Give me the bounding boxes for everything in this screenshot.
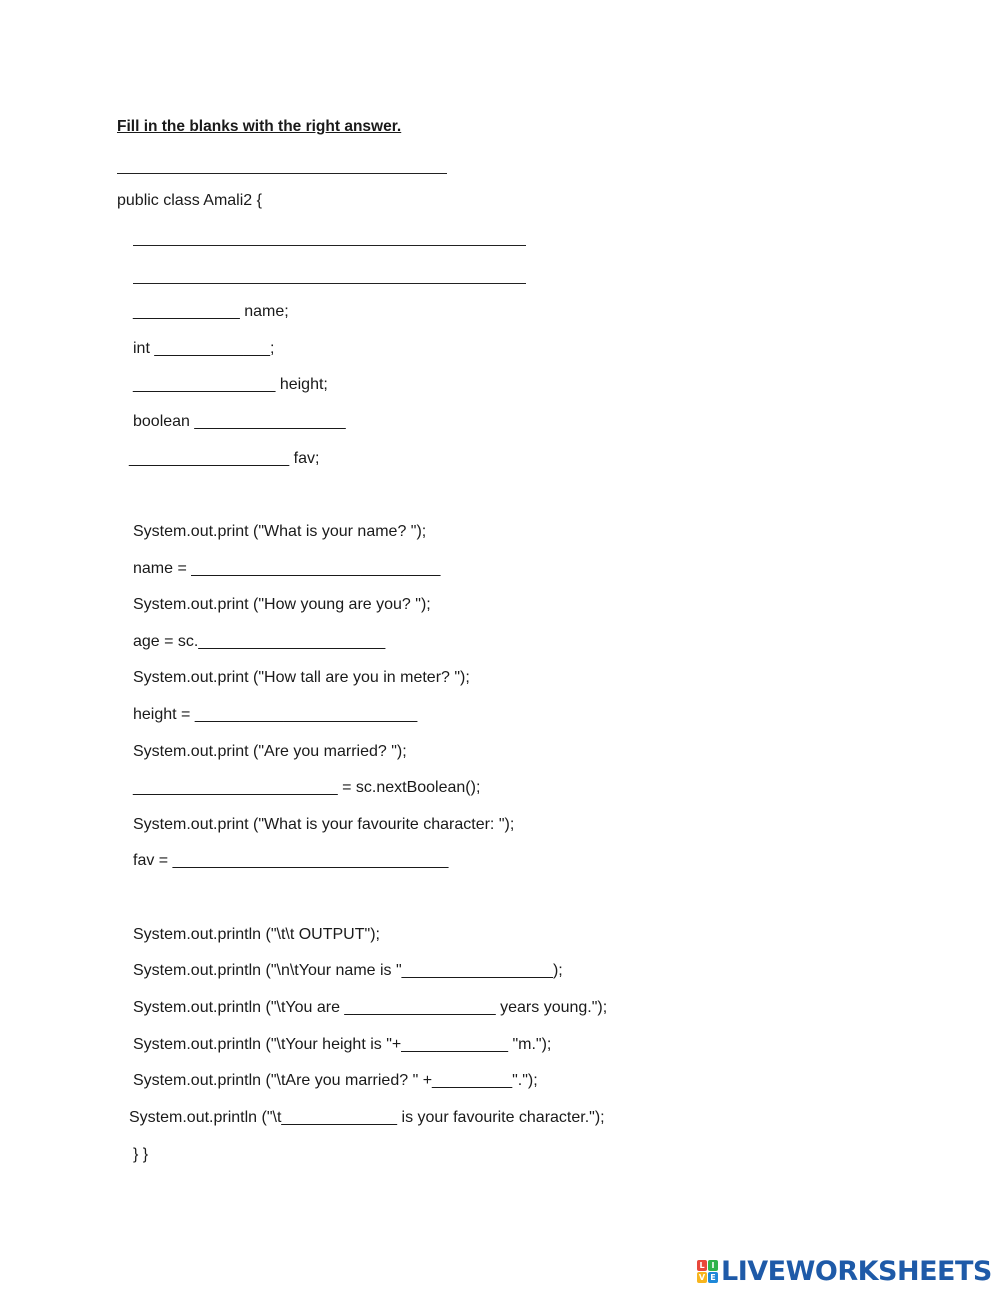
code-line-println-age: System.out.println ("\tYou are _________________ years young."); <box>133 999 608 1016</box>
code-line-married-input: _______________________ = sc.nextBoolean(); <box>133 779 481 796</box>
code-line-fav-input: fav = _______________________________ <box>133 852 449 869</box>
code-line-println-output: System.out.println ("\t\t OUTPUT"); <box>133 926 380 943</box>
code-line-print-fav: System.out.print ("What is your favourite character: "); <box>133 816 515 833</box>
blank-line-import[interactable] <box>117 173 447 174</box>
code-line-int-decl: int _____________; <box>133 340 275 357</box>
badge-letter: I <box>708 1260 718 1271</box>
code-line-print-married: System.out.print ("Are you married? "); <box>133 743 407 760</box>
code-line-class: public class Amali2 { <box>117 192 262 209</box>
code-line-println-married: System.out.println ("\tAre you married? " +_________"."); <box>133 1072 538 1089</box>
live-badge-icon <box>697 1260 718 1283</box>
code-line-age-input: age = sc._____________________ <box>133 633 386 650</box>
code-line-println-name: System.out.println ("\n\tYour name is "_________________); <box>133 962 563 979</box>
code-line-fav-decl: __________________ fav; <box>129 450 320 467</box>
code-line-print-name: System.out.print ("What is your name? "); <box>133 523 427 540</box>
code-line-name-input: name = ____________________________ <box>133 560 441 577</box>
code-line-name-decl: ____________ name; <box>133 303 289 320</box>
badge-letter: V <box>698 1272 706 1282</box>
code-line-print-age: System.out.print ("How young are you? "); <box>133 596 431 613</box>
liveworksheets-logo <box>697 1256 992 1286</box>
blank-line-declaration-2[interactable] <box>133 283 526 284</box>
blank-line-declaration-1[interactable] <box>133 245 526 246</box>
code-line-height-input: height = _________________________ <box>133 706 418 723</box>
badge-letter: L <box>697 1260 707 1271</box>
code-line-closing-braces: } } <box>133 1146 149 1163</box>
code-line-print-height: System.out.print ("How tall are you in meter? "); <box>133 669 470 686</box>
code-line-println-fav: System.out.println ("\t_____________ is your favourite character."); <box>129 1109 605 1126</box>
badge-letter: E <box>708 1272 718 1283</box>
code-line-height-decl: ________________ height; <box>133 376 328 393</box>
code-line-boolean-decl: boolean _________________ <box>133 413 346 430</box>
logo-text: LIVEWORKSHEETS <box>721 1255 992 1287</box>
worksheet-title: Fill in the blanks with the right answer. <box>117 118 402 135</box>
code-line-println-height: System.out.println ("\tYour height is "+____________ "m."); <box>133 1036 552 1053</box>
